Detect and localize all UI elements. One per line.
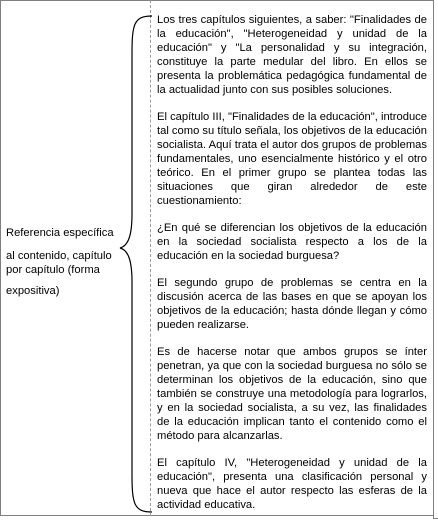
paragraph-3: ¿En qué se diferencian los objetivos de la educación en la sociedad socialista respecto a los de la educación en la sociedad burguesa? [157,222,427,262]
paragraph-1: Los tres capítulos siguientes, a saber: "Finalidades de la educación", "Heterogeneidad y unidad de la educación" y "La personalidad y su integración, constituye la parte medular del libro. En ellos se presenta la problemática pedagógica fundamental de la actualidad junto con sus posibles soluciones. [157,14,427,96]
curly-brace-icon [118,14,154,514]
paragraph-5: Es de hacerse notar que ambos grupos se ínter penetran, ya que con la sociedad burguesa no sólo se determinan los objetivos de la educación, sino que también se construye una metodología para lograrlos, y en la sociedad socialista, a su vez, las finalidades de la educación implican tanto el contenido como el método para alcanzarlas. [157,346,427,442]
paragraph-6: El capítulo IV, "Heterogeneidad y unidad de la educación", presenta una clasificación personal y nueva que hace el autor respecto las esferas de la actividad educativa. [157,457,427,511]
label-line-3: expositiva) [6,285,60,297]
frame-corner-mark [433,512,438,519]
paragraph-4: El segundo grupo de problemas se centra en la discusión acerca de las bases en que se apoyan los objetivos de la educación; hasta dónde llegan y cómo pueden realizarse. [157,277,427,331]
content-cell [157,13,427,512]
label-line-2: al contenido, capítulo por capítulo (forma [6,250,112,276]
left-label-cell [6,226,128,298]
paragraph-2: El capítulo III, "Finalidades de la educación", introduce tal como su título señala, los objetivos de la educación socialista. Aquí trata el autor dos grupos de problemas fundamentales, uno esencialmente histórico y el otro teórico. En el primer grupo se plantea todas las situaciones que giran alrededor de este cuestionamiento: [157,111,427,207]
label-line-1: Referencia específica [6,227,114,239]
